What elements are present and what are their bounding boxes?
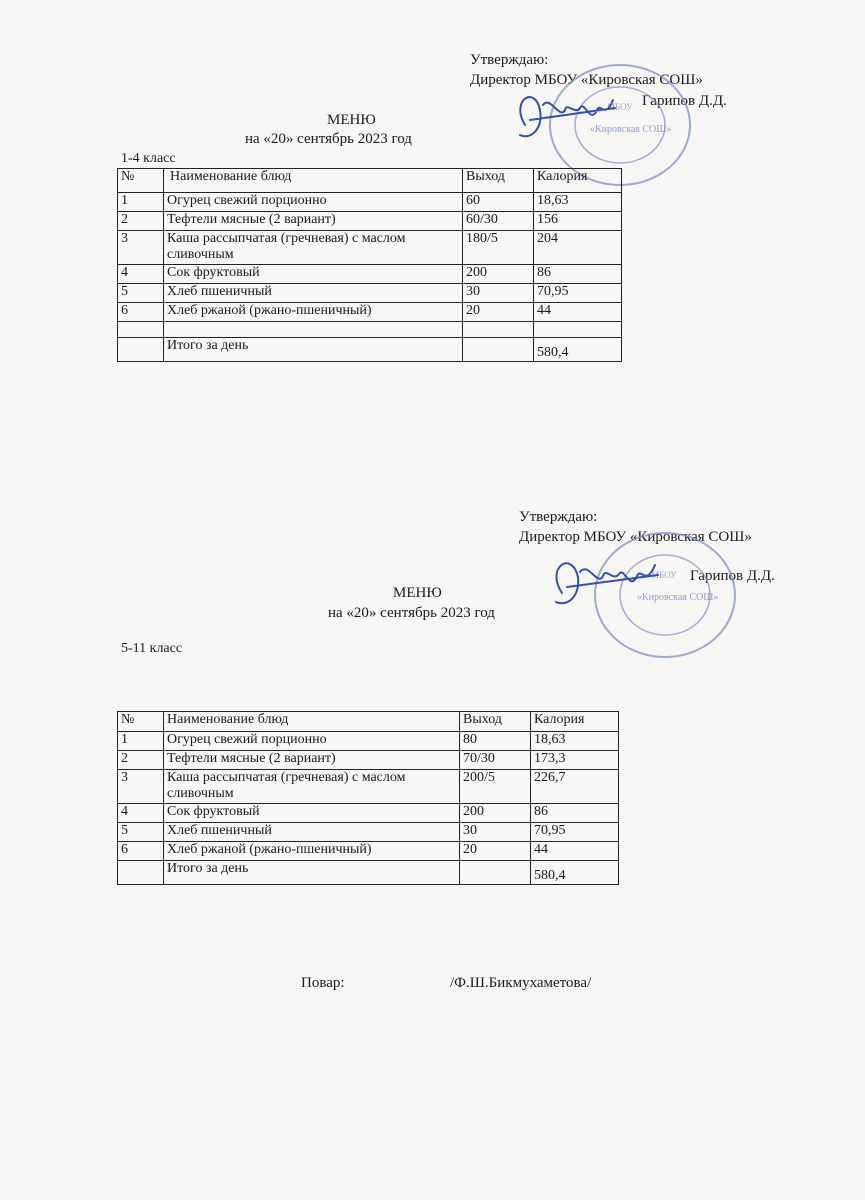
menu-title-2: МЕНЮ [393, 585, 442, 601]
menu-table-1 [117, 168, 622, 362]
row-name: Хлеб ржаной (ржано-пшеничный) [164, 842, 460, 861]
menu-date-2: на «20» сентябрь 2023 год [328, 605, 495, 621]
empty-cell [534, 322, 622, 338]
table-row [118, 303, 622, 322]
header-num: № [118, 712, 164, 732]
empty-cell [463, 338, 534, 362]
row-name: Каша рассыпчатая (гречневая) с маслом сливочным [164, 231, 463, 265]
row-out: 60 [463, 193, 534, 212]
row-out: 60/30 [463, 212, 534, 231]
row-out: 80 [460, 732, 531, 751]
row-name: Тефтели мясные (2 вариант) [164, 751, 460, 770]
row-num: 4 [118, 265, 164, 284]
empty-cell [118, 322, 164, 338]
total-label: Итого за день [164, 338, 463, 362]
row-name: Тефтели мясные (2 вариант) [164, 212, 463, 231]
row-kcal: 156 [534, 212, 622, 231]
row-num: 2 [118, 751, 164, 770]
signature-1 [505, 80, 625, 150]
header-out: Выход [460, 712, 531, 732]
table-row [118, 212, 622, 231]
table-row [118, 804, 619, 823]
table-row [118, 823, 619, 842]
director-title-2: Директор МБОУ «Кировская СОШ» [519, 529, 752, 545]
row-name: Каша рассыпчатая (гречневая) с маслом сливочным [164, 770, 460, 804]
row-name: Хлеб пшеничный [164, 823, 460, 842]
table-row-empty [118, 322, 622, 338]
row-out: 20 [460, 842, 531, 861]
row-num: 3 [118, 231, 164, 265]
empty-cell [164, 322, 463, 338]
row-num: 6 [118, 303, 164, 322]
header-name: Наименование блюд [164, 169, 463, 193]
director-name-1: Гарипов Д.Д. [642, 93, 727, 109]
row-out: 30 [460, 823, 531, 842]
row-out: 200 [463, 265, 534, 284]
row-num: 6 [118, 842, 164, 861]
row-num: 4 [118, 804, 164, 823]
header-name: Наименование блюд [164, 712, 460, 732]
table-row [118, 770, 619, 804]
menu-date-1: на «20» сентябрь 2023 год [245, 131, 412, 147]
row-name: Сок фруктовый [164, 265, 463, 284]
row-kcal: 173,3 [531, 751, 619, 770]
total-row [118, 861, 619, 885]
table-row [118, 284, 622, 303]
table-header [118, 169, 622, 193]
row-out: 30 [463, 284, 534, 303]
row-kcal: 44 [534, 303, 622, 322]
row-name: Хлеб ржаной (ржано-пшеничный) [164, 303, 463, 322]
cook-name: /Ф.Ш.Бикмухаметова/ [450, 975, 592, 991]
director-title-1: Директор МБОУ «Кировская СОШ» [470, 72, 703, 88]
row-num: 5 [118, 823, 164, 842]
row-kcal: 44 [531, 842, 619, 861]
row-kcal: 18,63 [531, 732, 619, 751]
empty-cell [118, 861, 164, 885]
row-num: 5 [118, 284, 164, 303]
row-name: Огурец свежий порционно [164, 193, 463, 212]
table-row [118, 265, 622, 284]
row-out: 180/5 [463, 231, 534, 265]
menu-title-1: МЕНЮ [327, 112, 376, 128]
approve-label-1: Утверждаю: [470, 52, 549, 68]
approve-label-2: Утверждаю: [519, 509, 598, 525]
header-num: № [118, 169, 164, 193]
row-kcal: 70,95 [534, 284, 622, 303]
row-kcal: 86 [534, 265, 622, 284]
svg-text:МБОУ: МБОУ [607, 102, 633, 112]
row-out: 20 [463, 303, 534, 322]
row-kcal: 226,7 [531, 770, 619, 804]
row-name: Хлеб пшеничный [164, 284, 463, 303]
total-row [118, 338, 622, 362]
row-name: Огурец свежий порционно [164, 732, 460, 751]
row-num: 2 [118, 212, 164, 231]
header-kcal: Калория [531, 712, 619, 732]
signature-2 [540, 545, 670, 615]
empty-cell [118, 338, 164, 362]
svg-text:«Кировская СОШ»: «Кировская СОШ» [590, 124, 672, 135]
row-out: 200/5 [460, 770, 531, 804]
row-out: 200 [460, 804, 531, 823]
total-value: 580,4 [534, 338, 622, 362]
row-kcal: 86 [531, 804, 619, 823]
empty-cell [460, 861, 531, 885]
row-out: 70/30 [460, 751, 531, 770]
row-num: 1 [118, 732, 164, 751]
empty-cell [463, 322, 534, 338]
total-value: 580,4 [531, 861, 619, 885]
header-out: Выход [463, 169, 534, 193]
table-header [118, 712, 619, 732]
row-kcal: 18,63 [534, 193, 622, 212]
cook-label: Повар: [301, 975, 345, 991]
row-num: 1 [118, 193, 164, 212]
row-kcal: 204 [534, 231, 622, 265]
table-row [118, 842, 619, 861]
class-label-1: 1-4 класс [121, 151, 176, 166]
row-num: 3 [118, 770, 164, 804]
header-kcal: Калория [534, 169, 622, 193]
row-name: Сок фруктовый [164, 804, 460, 823]
table-row [118, 193, 622, 212]
svg-text:МБОУ: МБОУ [651, 570, 677, 580]
class-label-2: 5-11 класс [121, 641, 183, 656]
table-row [118, 231, 622, 265]
total-label: Итого за день [164, 861, 460, 885]
row-kcal: 70,95 [531, 823, 619, 842]
table-row [118, 751, 619, 770]
director-name-2: Гарипов Д.Д. [690, 568, 775, 584]
menu-table-2 [117, 711, 619, 885]
svg-text:«Кировская СОШ»: «Кировская СОШ» [637, 592, 719, 603]
table-row [118, 732, 619, 751]
